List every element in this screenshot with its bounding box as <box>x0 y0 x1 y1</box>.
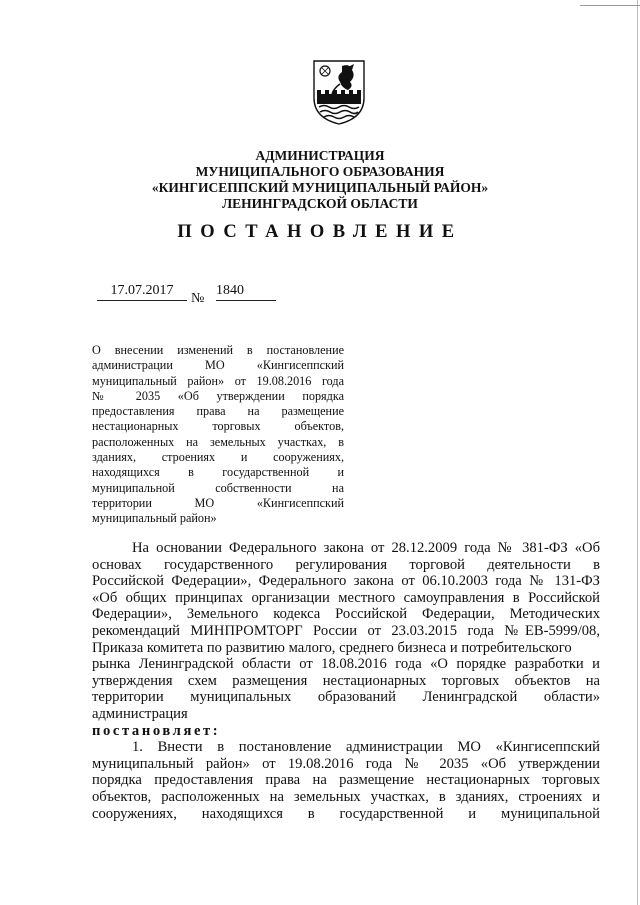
body-line: администрация <box>92 705 188 722</box>
body-line: «Об общих принципах организации местного самоуправления в Российской <box>92 589 600 606</box>
body-line: На основании Федерального закона от 28.12.2009 года № 381-ФЗ «Об <box>132 540 600 556</box>
body-line: рынка Ленинградской области от 18.08.2016 года «О порядке разработки и <box>92 656 600 673</box>
org-line: АДМИНИСТРАЦИЯ <box>255 148 385 163</box>
subject-line: предоставления права на размещение <box>92 404 344 419</box>
body-line: Федерации», Земельного кодекса Российской Федерации, Методических <box>92 606 600 623</box>
document-body <box>92 540 600 822</box>
body-line: утверждения схем размещения нестационарных торговых объектов на <box>92 672 600 689</box>
item-line: объектов, расположенных на земельных участках, в зданиях, строениях и <box>92 788 600 805</box>
coat-of-arms-icon <box>310 58 368 126</box>
subject-line: расположенных на земельных участках, в <box>92 434 344 449</box>
org-line: ЛЕНИНГРАДСКОЙ ОБЛАСТИ <box>222 196 418 211</box>
body-line: рекомендаций МИНПРОМТОРГ России от 23.03.2015 года №ЕВ-5999/08, <box>92 622 600 639</box>
scan-edge-top <box>580 5 640 6</box>
org-line: «КИНГИСЕППСКИЙ МУНИЦИПАЛЬНЫЙ РАЙОН» <box>151 180 489 195</box>
document-subject <box>92 343 344 527</box>
item-line: 1. Внести в постановление администрации МО «Кингисеппский <box>132 739 600 756</box>
body-line: Российской Федерации», Федерального закона от 06.10.2003 года № 131-ФЗ <box>92 573 600 590</box>
org-line: МУНИЦИПАЛЬНОГО ОБРАЗОВАНИЯ <box>195 164 445 179</box>
subject-line: О внесении изменений в постановление <box>92 343 344 357</box>
organization-name <box>0 148 640 212</box>
document-type-title: ПОСТАНОВЛЕНИЕ <box>177 222 463 242</box>
body-line: основах государственного регулирования торговой деятельности в <box>92 556 600 573</box>
scan-edge <box>637 0 638 905</box>
body-line: территории муниципальных образований Ленинградской области» <box>92 689 600 706</box>
document-date: 17.07.2017 <box>97 283 187 301</box>
subject-line: муниципальной собственности на <box>92 480 344 495</box>
item-line: муниципальный район» от 19.08.2016 года № 2035 «Об утверждении <box>92 755 600 772</box>
subject-line: нестационарных торговых объектов, <box>92 419 344 434</box>
subject-line: № 2035 «Об утверждении порядка <box>92 388 344 403</box>
subject-line: находящихся в государственной и <box>92 465 344 480</box>
number-sign: № <box>191 291 205 306</box>
body-line: Приказа комитета по развитию малого, среднего бизнеса и потребительского <box>92 639 572 656</box>
document-number: 1840 <box>216 283 276 301</box>
decree-word: постановляет: <box>92 722 221 739</box>
subject-line: зданиях, строениях и сооружениях, <box>92 450 344 465</box>
subject-line: администрации МО «Кингисеппский <box>92 358 344 373</box>
item-line: сооружениях, находящихся в государственной и муниципальной <box>92 805 600 822</box>
item-line: порядка предоставления права на размещение нестационарных торговых <box>92 772 600 789</box>
subject-line: территории МО «Кингисеппский <box>92 495 344 510</box>
subject-line: муниципальный район» от 19.08.2016 года <box>92 373 344 388</box>
subject-line: муниципальный район» <box>92 511 217 526</box>
